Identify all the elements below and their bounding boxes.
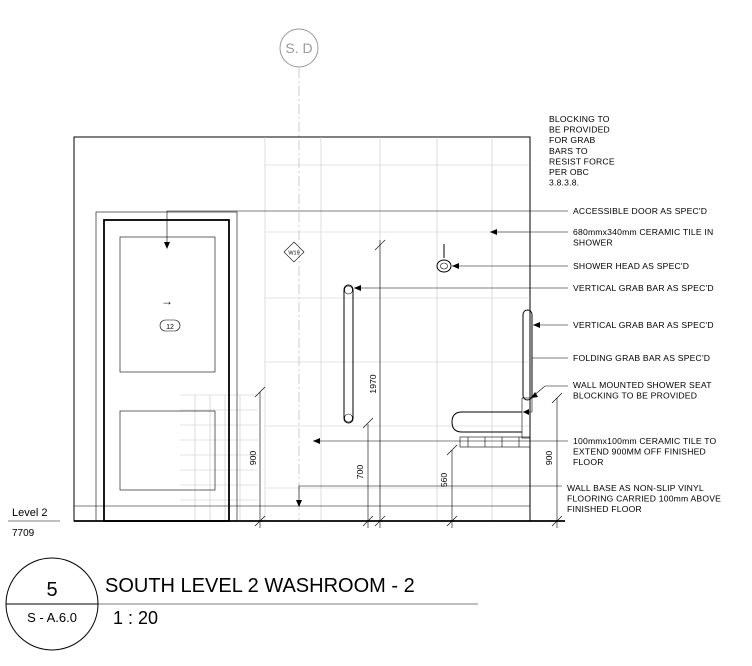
note-vertical-grab-bar-2: VERTICAL GRAB BAR AS SPEC'D xyxy=(573,320,714,330)
annotation-notes xyxy=(549,114,721,514)
wall-outline xyxy=(74,137,530,521)
view-number: 5 xyxy=(46,579,58,601)
dim-shower-head-height: 1970 xyxy=(368,374,378,394)
shower-head xyxy=(437,244,451,272)
section-marker-label: S. D xyxy=(285,40,313,56)
note-folding-grab-bar: FOLDING GRAB BAR AS SPEC'D xyxy=(573,353,711,363)
dim-folding-bar-height: 900 xyxy=(544,450,554,466)
note-accessible-door: ACCESSIBLE DOOR AS SPEC'D xyxy=(573,206,708,216)
note-wall-base: WALL BASE AS NON-SLIP VINYL FLOORING CARRIED 100mm ABOVE FINISHED FLOOR xyxy=(567,483,722,515)
note-shower-seat: WALL MOUNTED SHOWER SEAT BLOCKING TO BE PROVIDED xyxy=(573,380,712,401)
sheet-number: S - A.6.0 xyxy=(27,610,77,625)
level-elevation: 7709 xyxy=(12,528,35,539)
view-title: SOUTH LEVEL 2 WASHROOM - 2 xyxy=(105,575,415,597)
door-tag-label: 12 xyxy=(166,324,174,331)
small-tile-grid xyxy=(180,395,258,521)
note-shower-tile: 680mmx340mm CERAMIC TILE IN SHOWER xyxy=(573,227,714,248)
wall-mounted-shower-seat xyxy=(460,398,530,447)
dim-seat-height: 560 xyxy=(439,472,449,488)
wall-tag-label: W19 xyxy=(288,250,300,257)
vertical-grab-bar-center xyxy=(344,285,353,423)
vertical-grab-bar-right xyxy=(523,310,532,400)
dimension-lines xyxy=(255,240,562,528)
note-vertical-grab-bar-1: VERTICAL GRAB BAR AS SPEC'D xyxy=(573,283,714,293)
door-swing-arrow-icon: → xyxy=(161,294,173,308)
note-shower-head: SHOWER HEAD AS SPEC'D xyxy=(573,261,690,271)
view-scale: 1 : 20 xyxy=(113,608,159,628)
note-small-tile: 100mmx100mm CERAMIC TILE TO EXTEND 900MM OFF FINISHED FLOOR xyxy=(573,436,717,468)
accessible-door[interactable] xyxy=(96,212,237,521)
level-name: Level 2 xyxy=(12,507,48,519)
leader-lines xyxy=(164,137,568,507)
shower-tile-grid xyxy=(265,137,530,521)
note-blocking: BLOCKING TO BE PROVIDED FOR GRAB BARS TO RESIST FORCE PER OBC 3.8.3.8. xyxy=(549,114,615,188)
dim-tile-height: 900 xyxy=(248,450,258,466)
dim-grab-bar-height: 700 xyxy=(355,464,365,480)
folding-grab-bar xyxy=(452,412,522,432)
